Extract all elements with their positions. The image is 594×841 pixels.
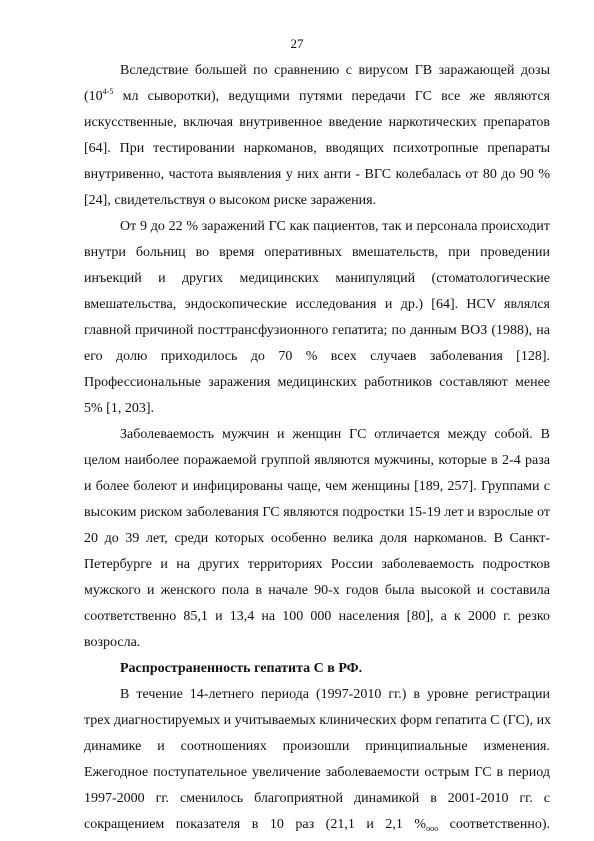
text-line: В течение 14-летнего периода (1997-2010 гг.) в уровне регистрации — [120, 687, 550, 702]
text-line: 20 до 39 лет, среди которых особенно велика доля наркоманов. В Санкт- — [84, 531, 550, 546]
text-line: мужского и женского пола в начале 90-х годов была высокой и составила — [84, 583, 550, 598]
body-text — [84, 58, 550, 838]
text-line: 5% [1, 203]. — [84, 401, 154, 416]
text-line: искусственные, включая внутривенное введение наркотических препаратов — [84, 115, 550, 130]
text-line: целом наиболее поражаемой группой являются мужчины, которые в 2-4 раза — [84, 453, 550, 468]
paragraph-hospital-infections — [84, 214, 550, 422]
text-line: сокращением показателя в 10 раз (21,1 и 2,1 $\%_{ооо}$ соответственно). — [84, 817, 551, 833]
paragraph-gender-incidence — [84, 422, 550, 656]
text-line: инъекций и других медицинских манипуляций (стоматологические — [84, 271, 550, 286]
text-line: От 9 до 22 % заражений ГС как пациентов, так и персонала происходит — [120, 219, 550, 234]
text-line: Профессиональные заражения медицинских работников составляют менее — [84, 375, 550, 390]
text-line: и более болеют и инфицированы чаще, чем женщины [189, 257]. Группами с — [84, 479, 550, 494]
page-number: 27 — [290, 36, 304, 51]
text-line: Петербурге и на других территориях России заболеваемость подростков — [84, 557, 550, 572]
text-line: его долю приходилось до 70 % всех случаев заболевания [128]. — [84, 349, 550, 364]
text-line: Ежегодное поступательное увеличение заболеваемости острым ГС в период — [84, 765, 550, 780]
subscript: ооо — [426, 824, 439, 833]
superscript: 4-5 — [102, 87, 114, 96]
text-line: внутри больниц во время оперативных вмешательств, при проведении — [84, 245, 550, 260]
text-line: внутривенно, частота выявления у них анти - ВГС колебалась от 80 до 90 % — [84, 167, 550, 182]
text-line: возросла. — [84, 635, 141, 650]
section-heading: Распространенность гепатита С в РФ. — [120, 661, 363, 676]
text-line: 1997-2000 гг. сменилось благоприятной динамикой в 2001-2010 гг. с — [84, 791, 550, 806]
text-line: Вследствие большей по сравнению с вирусом ГВ заражающей дозы — [120, 63, 550, 78]
text-line: динамике и соотношениях произошли принципиальные изменения. — [84, 739, 550, 754]
text-line: [64]. При тестировании наркоманов, вводящих психотропные препараты — [84, 141, 550, 156]
text-line: высоким риском заболевания ГС являются подростки 15-19 лет и взрослые от — [84, 505, 550, 520]
text-line: [24], свидетельствуя о высоком риске заражения. — [84, 193, 377, 208]
text-line: Заболеваемость мужчин и женщин ГС отличается между собой. В — [120, 427, 550, 442]
text-line: соответственно 85,1 и 13,4 на 100 000 населения [80], а к 2000 г. резко — [84, 609, 550, 624]
paragraph-infection-dose — [84, 58, 550, 214]
text-line: главной причиной посттрансфузионного гепатита; по данным ВОЗ (1988), на — [84, 323, 550, 338]
paragraph-registration-dynamics — [84, 682, 550, 838]
text-line: трех диагностируемых и учитываемых клинических форм гепатита С (ГС), их — [84, 713, 552, 728]
text-line: вмешательства, эндоскопические исследования и др.) [64]. HCV являлся — [84, 297, 550, 312]
text-line: (10$^{4-5}$ мл сыворотки), ведущими путями передачи ГС все же являются — [84, 87, 550, 104]
